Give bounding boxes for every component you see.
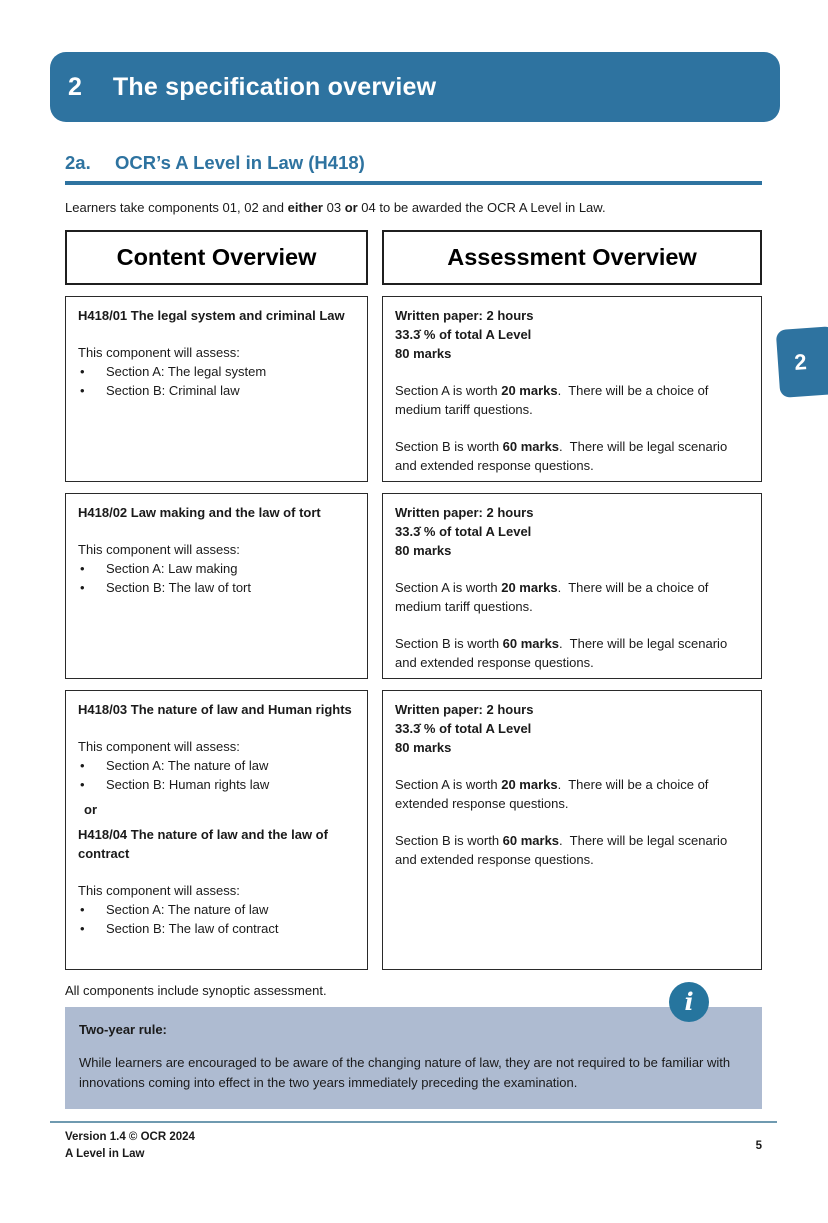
bullet-icon: •	[80, 560, 85, 576]
para-text: . There will be a choice of extended response questions.	[395, 776, 713, 811]
list-item	[78, 578, 355, 597]
bullet-text: Section A: The legal system	[106, 363, 267, 379]
bullet-text: Section B: Criminal law	[106, 382, 240, 398]
bullet-text: Section A: Law making	[106, 560, 238, 576]
intro-part2: 03	[323, 199, 345, 215]
component-title: H418/02 Law making and the law of tort	[78, 504, 321, 520]
chapter-banner	[50, 52, 780, 122]
para-text: Section B is worth	[395, 832, 503, 848]
overview-table	[65, 230, 828, 970]
assessment-overview-label: Assessment Overview	[447, 243, 697, 270]
content-cell-h418-03-04	[65, 690, 368, 970]
list-item	[78, 559, 355, 578]
page-footer	[65, 1129, 762, 1163]
synoptic-note: All components include synoptic assessment.	[65, 982, 327, 998]
component-title: H418/01 The legal system and criminal Law	[78, 307, 345, 323]
bullet-icon: •	[80, 920, 85, 936]
percent-line: 33.3̇ % of total A Level	[395, 326, 532, 342]
section-number: 2a.	[65, 152, 91, 173]
page-number: 5	[755, 1139, 762, 1152]
section-underline	[65, 181, 762, 185]
bullet-text: Section B: The law of contract	[106, 920, 279, 936]
component-title: H418/03 The nature of law and Human rights	[78, 701, 352, 717]
para-text: Section A is worth	[395, 579, 502, 595]
bullet-text: Section B: Human rights law	[106, 776, 270, 792]
footer-subject: A Level in Law	[65, 1148, 145, 1160]
list-item	[78, 362, 355, 381]
bullet-icon: •	[80, 757, 85, 773]
bullet-icon: •	[80, 901, 85, 917]
footer-left	[65, 1129, 195, 1163]
content-overview-header	[65, 230, 368, 285]
rule-title: Two-year rule:	[79, 1021, 167, 1037]
list-item	[78, 900, 355, 919]
assess-intro: This component will assess:	[78, 541, 240, 557]
para-text: . There will be legal scenario and extended response questions.	[395, 635, 731, 670]
content-cell-h418-01	[65, 296, 368, 482]
para-text: . There will be legal scenario and extended response questions.	[395, 832, 731, 867]
marks-line: 80 marks	[395, 542, 452, 558]
assessment-overview-header	[382, 230, 762, 285]
bullet-icon: •	[80, 776, 85, 792]
content-cell-h418-02	[65, 493, 368, 679]
section-a-para	[395, 381, 749, 419]
or-separator: or	[84, 801, 97, 817]
footer-version: Version 1.4 © OCR 2024	[65, 1131, 195, 1143]
bullet-text: Section B: The law of tort	[106, 579, 251, 595]
info-glyph: i	[684, 986, 694, 1016]
chapter-title: The specification overview	[112, 72, 437, 101]
intro-part1: Learners take components 01, 02 and	[65, 199, 288, 215]
intro-either: either	[287, 199, 323, 215]
list-item	[78, 756, 355, 775]
para-bold: 20 marks	[501, 776, 558, 792]
intro-part3: 04 to be awarded the OCR A Level in Law.	[357, 199, 606, 215]
section-heading	[65, 152, 762, 174]
side-tab-label: 2	[793, 349, 808, 375]
footer-divider	[50, 1121, 777, 1124]
list-item	[78, 381, 355, 400]
para-text: Section B is worth	[395, 438, 503, 454]
percent-line: 33.3̇ % of total A Level	[395, 720, 532, 736]
chapter-side-tab	[776, 326, 828, 398]
paper-line: Written paper: 2 hours	[395, 307, 534, 323]
intro-text	[65, 200, 762, 215]
assess-intro: This component will assess:	[78, 738, 240, 754]
bullet-text: Section A: The nature of law	[106, 757, 269, 773]
para-text: Section B is worth	[395, 635, 503, 651]
para-text: . There will be a choice of medium tariff questions.	[395, 579, 713, 614]
para-bold: 60 marks	[502, 832, 560, 848]
marks-line: 80 marks	[395, 739, 452, 755]
section-title: OCR’s A Level in Law (H418)	[115, 152, 365, 173]
section-a-para	[395, 578, 749, 616]
intro-or: or	[344, 199, 358, 215]
marks-line: 80 marks	[395, 345, 452, 361]
assessment-cell-h418-02	[382, 493, 762, 679]
percent-line: 33.3̇ % of total A Level	[395, 523, 532, 539]
bullet-text: Section A: The nature of law	[106, 901, 269, 917]
para-bold: 60 marks	[502, 438, 560, 454]
assessment-cell-h418-01	[382, 296, 762, 482]
assessment-cell-h418-03-04	[382, 690, 762, 970]
content-overview-label: Content Overview	[116, 243, 317, 270]
para-bold: 20 marks	[501, 579, 558, 595]
assess-intro: This component will assess:	[78, 882, 240, 898]
para-text: . There will be legal scenario and extended response questions.	[395, 438, 731, 473]
para-text: . There will be a choice of medium tariff questions.	[395, 382, 713, 417]
bullet-icon: •	[80, 382, 85, 398]
bullet-icon: •	[80, 363, 85, 379]
rule-body: While learners are encouraged to be aware of the changing nature of law, they are not required to be familiar with innovations coming into effect in the two years immediately preceding the examination.	[79, 1054, 731, 1090]
list-item	[78, 919, 355, 938]
paper-line: Written paper: 2 hours	[395, 504, 534, 520]
para-text: Section A is worth	[395, 776, 502, 792]
section-b-para	[395, 634, 749, 672]
para-bold: 60 marks	[502, 635, 560, 651]
section-b-para	[395, 831, 749, 869]
info-icon	[669, 982, 709, 1022]
section-b-para	[395, 437, 749, 475]
section-a-para	[395, 775, 749, 813]
para-bold: 20 marks	[501, 382, 558, 398]
para-text: Section A is worth	[395, 382, 502, 398]
list-item	[78, 775, 355, 794]
component-title: H418/04 The nature of law and the law of contract	[78, 826, 328, 861]
paper-line: Written paper: 2 hours	[395, 701, 534, 717]
assess-intro: This component will assess:	[78, 344, 240, 360]
chapter-number: 2	[68, 72, 82, 101]
bullet-icon: •	[80, 579, 85, 595]
